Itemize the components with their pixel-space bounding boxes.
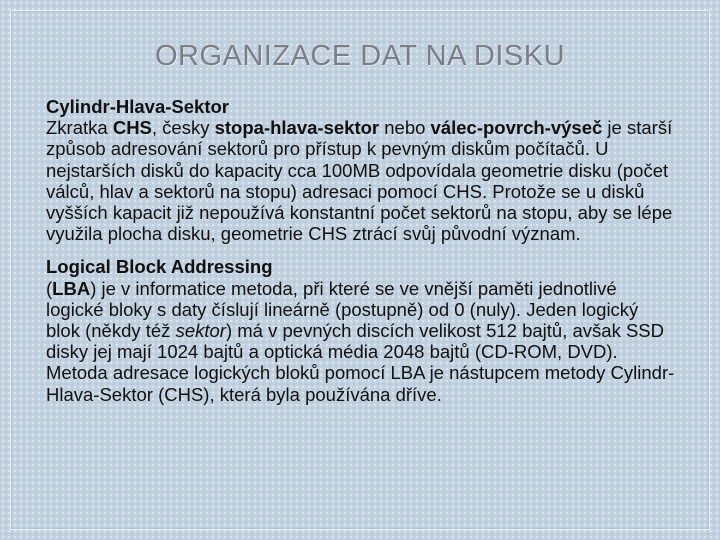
chs-section <box>46 96 676 244</box>
lba-text-2: ) je v informatice metoda, při které se ve vnější paměti jednotlivé logické bloky s daty číslují lineárně (postupně) od 0 (nuly). Jeden logický blok (někdy též <box>46 277 639 342</box>
lba-heading: Logical Block Addressing <box>46 256 273 278</box>
chs-term-chs: CHS <box>112 117 152 139</box>
chs-text-1: Zkratka <box>46 117 113 139</box>
lba-paragraph <box>46 278 676 405</box>
lba-text-1: ( <box>46 277 53 299</box>
chs-text-4: je starší způsob adresování sektorů pro přístup k pevným diskům počítačů. U nejstarších disků do kapacity cca 100MB odpovídala geometrie disku (počet válců, hlav a sektorů na stopu) adresaci pomocí CHS. Protože se u disků vyšších kapacit již nepoužívá konstantní počet sektorů na stopu, aby se lépe využila plocha disku, geometrie CHS ztrácí svůj původní význam. <box>46 117 673 245</box>
lba-section <box>46 256 676 404</box>
lba-term-sektor: sektor <box>175 320 226 342</box>
chs-term-stopa-hlava-sektor: stopa-hlava-sektor <box>214 117 380 139</box>
chs-text-3: nebo <box>379 117 431 139</box>
chs-term-valec-povrch-vysec: válec-povrch-výseč <box>430 117 603 139</box>
lba-term-lba: LBA <box>52 277 91 299</box>
slide-title: ORGANIZACE DAT NA DISKU <box>154 40 566 72</box>
lba-text-3: ) má v pevných discích velikost 512 bajtů, avšak SSD disky jej mají 1024 bajtů a optická média 2048 bajtů (CD-ROM, DVD). Metoda adresace logických bloků pomocí LBA je nástupcem metody Cylindr-Hlava-Sektor (CHS), která byla používána dříve. <box>46 320 675 405</box>
slide-content <box>46 96 676 417</box>
chs-paragraph <box>46 117 676 244</box>
chs-text-2: , česky <box>151 117 215 139</box>
chs-heading: Cylindr-Hlava-Sektor <box>46 96 229 117</box>
